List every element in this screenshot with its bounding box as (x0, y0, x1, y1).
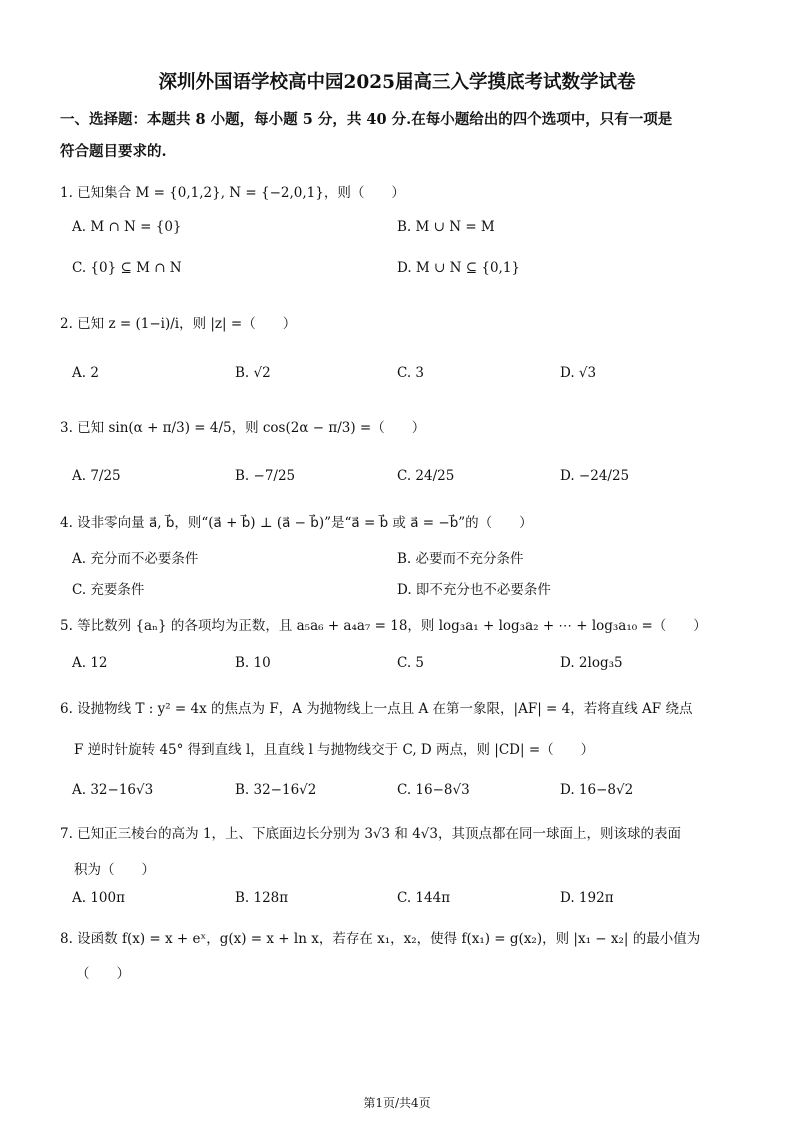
question-2-option-d: D. √3 (560, 365, 597, 381)
section-heading-cont: 符合题目要求的. (60, 143, 167, 160)
page-title: 深圳外国语学校高中园2025届高三入学摸底考试数学试卷 (158, 72, 636, 93)
question-5-stem: 5. 等比数列 {aₙ} 的各项均为正数，且 a₅a₆ + a₄a₇ = 18，则 log₃a₁ + log₃a₂ + ⋯ + log₃a₁₀ =（ ） (60, 618, 707, 634)
question-2-option-a: A. 2 (72, 365, 99, 381)
question-3-option-a: A. 7/25 (72, 468, 121, 484)
question-6-option-a: A. 32−16√3 (72, 782, 154, 798)
question-5-option-c: C. 5 (397, 655, 425, 671)
question-5-option-b: B. 10 (235, 655, 271, 671)
question-7-option-a: A. 100π (72, 890, 125, 906)
question-5-option-a: A. 12 (72, 655, 108, 671)
question-2-option-c: C. 3 (397, 365, 425, 381)
question-1-option-a: A. M ∩ N = {0} (72, 219, 182, 235)
question-8-stem: 8. 设函数 f(x) = x + eˣ，g(x) = x + ln x，若存在 x₁，x₂，使得 f(x₁) = g(x₂)，则 |x₁ − x₂| 的最小值为 (60, 931, 701, 947)
question-6-option-d: D. 16−8√2 (560, 782, 634, 798)
question-7-stem: 7. 已知正三棱台的高为 1，上、下底面边长分别为 3√3 和 4√3，其顶点都在同一球面上，则该球的表面 (60, 826, 681, 842)
question-3-option-c: C. 24/25 (397, 468, 455, 484)
question-6-stem: 6. 设抛物线 T : y² = 4x 的焦点为 F，A 为抛物线上一点且 A 在第一象限，|AF| = 4，若将直线 AF 绕点 (60, 701, 693, 717)
question-2-stem: 2. 已知 z = (1−i)/i，则 |z| =（ ） (60, 316, 297, 332)
question-2-option-b: B. √2 (235, 365, 271, 381)
question-7-option-b: B. 128π (235, 890, 289, 906)
question-4-option-a: A. 充分而不必要条件 (72, 551, 199, 567)
question-7-option-d: D. 192π (560, 890, 614, 906)
question-4-option-d: D. 即不充分也不必要条件 (397, 582, 551, 598)
question-1-stem: 1. 已知集合 M = {0,1,2}, N = {−2,0,1}，则（ ） (60, 185, 405, 201)
question-3-stem: 3. 已知 sin(α + π/3) = 4/5，则 cos(2α − π/3) =（ ） (60, 420, 426, 436)
question-7-stem-cont: 积为（ ） (74, 862, 155, 878)
question-4-option-b: B. 必要而不充分条件 (397, 551, 524, 567)
question-4-option-c: C. 充要条件 (72, 582, 145, 598)
question-6-option-c: C. 16−8√3 (397, 782, 470, 798)
question-5-option-d: D. 2log₃5 (560, 655, 623, 671)
question-3-option-d: D. −24/25 (560, 468, 630, 484)
question-1-option-b: B. M ∪ N = M (397, 219, 495, 235)
section-heading: 一、选择题：本题共 8 小题，每小题 5 分，共 40 分.在每小题给出的四个选项中，只有一项是 (60, 111, 673, 128)
question-1-option-d: D. M ∪ N ⊆ {0,1} (397, 260, 520, 276)
page-footer: 第1页/共4页 (363, 1096, 431, 1110)
question-6-stem-cont: F 逆时针旋转 45° 得到直线 l，且直线 l 与抛物线交于 C, D 两点，则 |CD| =（ ） (74, 742, 595, 758)
question-7-option-c: C. 144π (397, 890, 451, 906)
question-1-option-c: C. {0} ⊆ M ∩ N (72, 260, 182, 276)
question-4-stem: 4. 设非零向量 a⃗, b⃗，则“(a⃗ + b⃗) ⊥ (a⃗ − b⃗)”是“a⃗ = b⃗ 或 a⃗ = −b⃗”的（ ） (60, 515, 533, 531)
question-8-stem-cont: （ ） (76, 966, 130, 982)
question-3-option-b: B. −7/25 (235, 468, 296, 484)
question-6-option-b: B. 32−16√2 (235, 782, 317, 798)
